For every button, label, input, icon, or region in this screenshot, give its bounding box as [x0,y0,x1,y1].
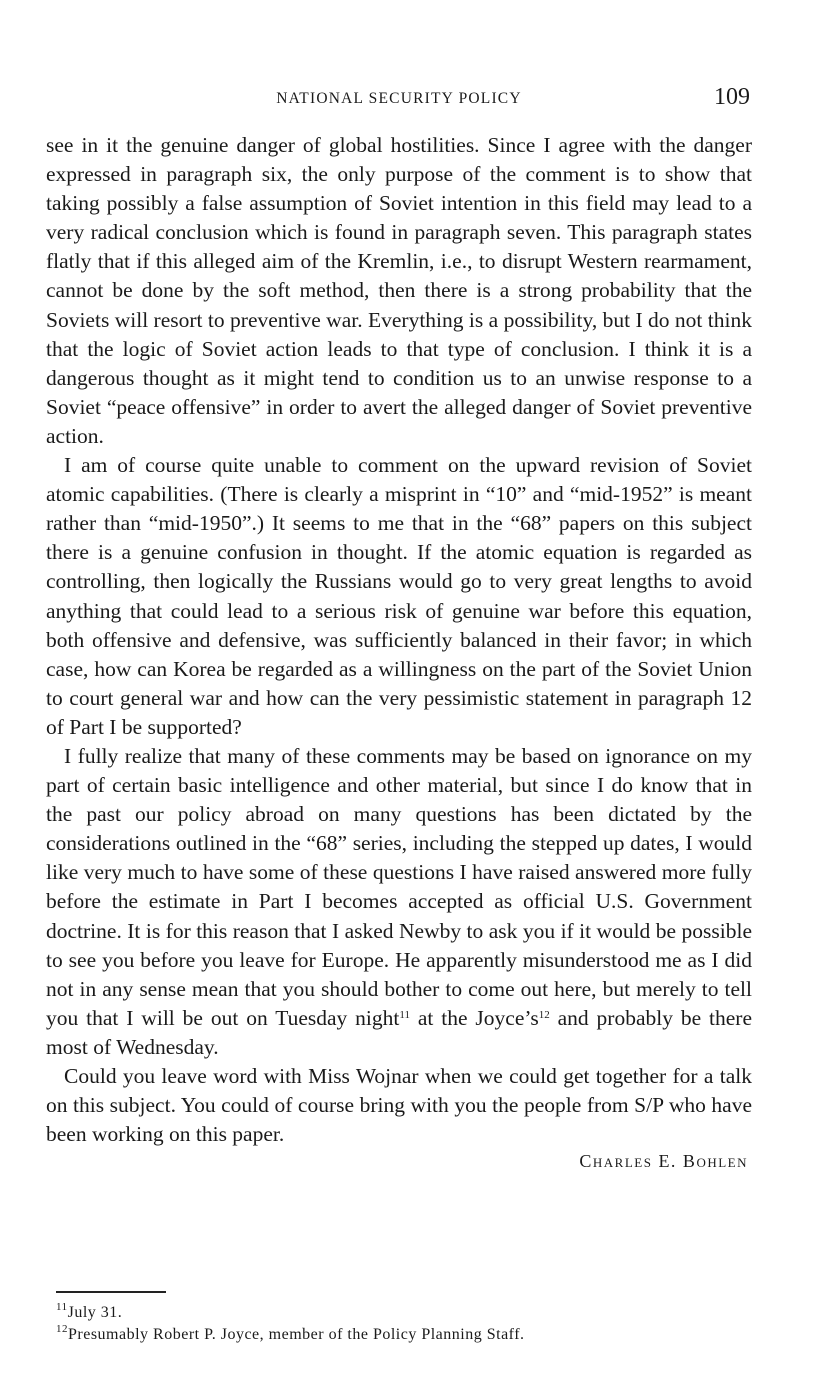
footnote-11 [56,1302,756,1324]
paragraph-2: I am of course quite unable to comment on the upward revision of Soviet atomic capabilities. (There is clearly a misprint in “10” and “mid-1952” is meant rather than “mid-1950”.) It seems to me that in the “68” papers on this subject there is a genuine confusion in thought. If the atomic equation is regarded as controlling, then logically the Russians would go to very great lengths to avoid anything that could lead to a serious risk of genuine war before this equation, both offensive and defensive, was sufficiently balanced in their favor; in which case, how can Korea be regarded as a willingness on the part of the Soviet Union to court general war and how can the very pessimistic statement in paragraph 12 of Part I be supported? [46,453,752,739]
paragraph-3-mid: at the Joyce’s [409,1005,539,1030]
footnote-12 [56,1324,756,1346]
paragraph-3-end: and probably be there most of Wednesday. [46,1005,753,1059]
footnote-rule [56,1291,166,1293]
footnote-ref-12: 12 [538,1008,550,1021]
footnote-text: Presumably Robert P. Joyce, member of the Policy Planning Staff. [68,1326,525,1343]
footnotes [56,1302,756,1346]
footnote-marker: 12 [56,1323,68,1335]
running-title: NATIONAL SECURITY POLICY [276,90,522,107]
paragraph-3 [46,742,752,1062]
body-text [46,131,752,1172]
page-header [46,84,752,116]
signature: Charles E. Bohlen [579,1151,748,1172]
footnote-marker: 11 [56,1301,68,1313]
document-page [46,0,752,1380]
paragraph-1: see in it the genuine danger of global hostilities. Since I agree with the danger expressed in paragraph six, the only purpose of the comment is to show that taking possibly a false assumption of Soviet intention in this field may lead to a very radical conclusion which is found in paragraph seven. This paragraph states flatly that if this alleged aim of the Kremlin, i.e., to disrupt Western rearmament, cannot be done by the soft method, then there is a strong probability that the Soviets will resort to preventive war. Everything is a possibility, but I do not think that the logic of Soviet action leads to that type of conclusion. I think it is a dangerous thought as it might tend to condition us to an unwise response to a Soviet “peace offensive” in order to avert the alleged danger of Soviet preventive action. [46,133,752,448]
paragraph-4: Could you leave word with Miss Wojnar when we could get together for a talk on this subject. You could of course bring with you the people from S/P who have been working on this paper. [46,1064,752,1147]
paragraph-3-text: I fully realize that many of these comments may be based on ignorance on my part of certain basic intelligence and other material, but since I do know that in the past our policy abroad on many questions has been dictated by the considerations outlined in the “68” series, including the stepped up dates, I would like very much to have some of these questions I have raised answered more fully before the estimate in Part I becomes accepted as official U.S. Government doctrine. It is for this reason that I asked Newby to ask you if it would be possible to see you before you leave for Europe. He apparently misunderstood me as I did not in any sense mean that you should bother to come out here, but merely to tell you that I will be out on Tuesday night [46,743,752,1030]
footnote-text: July 31. [67,1304,123,1321]
footnote-ref-11: 11 [399,1008,410,1021]
page-number: 109 [714,84,750,110]
